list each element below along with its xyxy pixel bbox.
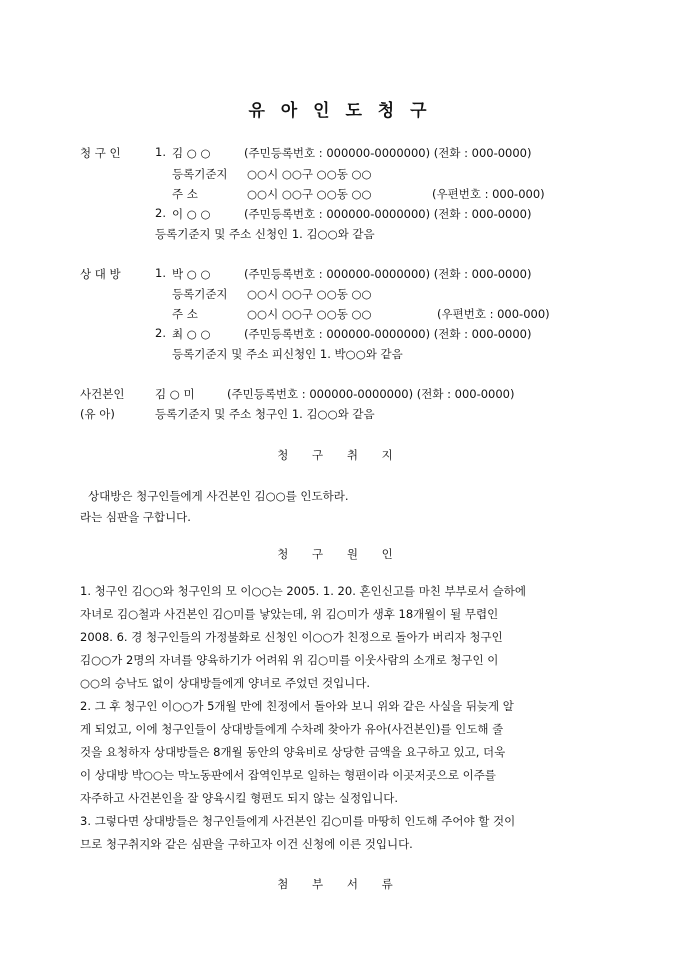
- respondent-1-address-label: 주 소: [172, 307, 198, 321]
- claimant-1-name: 김 ○ ○: [172, 146, 211, 160]
- respondent-1-name: 박 ○ ○: [172, 267, 211, 281]
- respondent-1-registry-label: 등록기준지: [172, 287, 228, 301]
- cause-item-3: [80, 810, 600, 856]
- respondent-2-same-as: 등록기준지 및 주소 피신청인 1. 박○○와 같음: [172, 347, 403, 361]
- claimant-1-ids: (주민등록번호 : 000000-0000000) (전화 : 000-0000): [244, 146, 532, 160]
- respondents-label: 상 대 방: [80, 267, 121, 281]
- claimant-1-address-value: ○○시 ○○구 ○○동 ○○: [247, 187, 372, 201]
- cause-item-2-line: 것을 요청하자 상대방들은 8개월 동안의 양육비로 상당한 금액을 요구하고 있고, 더욱: [80, 745, 506, 759]
- cause-item-2-line: 이 상대방 박○○는 막노동판에서 잡역인부로 일하는 형편이라 이곳저곳으로 이주를: [80, 768, 496, 782]
- respondent-1-address-value: ○○시 ○○구 ○○동 ○○: [247, 307, 372, 321]
- cause-item-3-line: 므로 청구취지와 같은 심판을 구하고자 이건 신청에 이른 것입니다.: [80, 837, 413, 851]
- claimant-2-number: 2.: [155, 206, 166, 220]
- purpose-line-1: 상대방은 청구인들에게 사건본인 김○○를 인도하라.: [88, 489, 349, 503]
- claimant-1-postal: (우편번호 : 000-000): [432, 187, 545, 201]
- respondent-1-registry-value: ○○시 ○○구 ○○동 ○○: [247, 287, 372, 301]
- claimant-1-registry-value: ○○시 ○○구 ○○동 ○○: [247, 167, 372, 181]
- respondent-1-number: 1.: [155, 266, 166, 280]
- respondent-1-ids: (주민등록번호 : 000000-0000000) (전화 : 000-0000): [244, 267, 532, 281]
- respondent-2-name: 최 ○ ○: [172, 327, 211, 341]
- cause-item-2-line: 게 되었고, 이에 청구인들이 상대방들에게 수차례 찾아가 유아(사건본인)를 인도해 줄: [80, 722, 504, 736]
- purpose-line-2: 라는 심판을 구합니다.: [80, 510, 191, 524]
- subject-ids: (주민등록번호 : 000000-0000000) (전화 : 000-0000): [227, 387, 515, 401]
- attachments-heading: 첨 부 서 류: [277, 877, 403, 891]
- claimant-2-same-as: 등록기준지 및 주소 신청인 1. 김○○와 같음: [155, 227, 375, 241]
- subject-label-child: (유 아): [80, 407, 115, 421]
- cause-item-1-line: 자녀로 김○철과 사건본인 김○미를 낳았는데, 위 김○미가 생후 18개월이 될 무렵인: [80, 607, 499, 621]
- cause-heading: 청 구 원 인: [277, 547, 403, 561]
- cause-item-2-line: 2. 그 후 청구인 이○○가 5개월 만에 친정에서 돌아와 보니 위와 같은 사실을 뒤늦게 알: [80, 699, 514, 713]
- subject-name: 김 ○ 미: [155, 387, 195, 401]
- cause-item-1-line: 1. 청구인 김○○와 청구인의 모 이○○는 2005. 1. 20. 혼인신고를 마친 부부로서 슬하에: [80, 584, 526, 598]
- cause-item-3-line: 3. 그렇다면 상대방들은 청구인들에게 사건본인 김○미를 마땅히 인도해 주어야 할 것이: [80, 814, 516, 828]
- respondent-2-number: 2.: [155, 326, 166, 340]
- cause-item-2: [80, 695, 600, 810]
- cause-item-1-line: 2008. 6. 경 청구인들의 가정불화로 신청인 이○○가 친정으로 돌아가 버리자 청구인: [80, 630, 503, 644]
- respondent-2-ids: (주민등록번호 : 000000-0000000) (전화 : 000-0000): [244, 327, 532, 341]
- claimant-1-address-label: 주 소: [172, 187, 198, 201]
- respondent-1-postal: (우편번호 : 000-000): [437, 307, 550, 321]
- claimant-1-registry-label: 등록기준지: [172, 167, 228, 181]
- cause-item-2-line: 자주하고 사건본인을 잘 양육시킬 형편도 되지 않는 실정입니다.: [80, 791, 399, 805]
- cause-item-1-line: ○○의 승낙도 없이 상대방들에게 양녀로 주었던 것입니다.: [80, 676, 371, 690]
- cause-item-1: [80, 580, 600, 695]
- document-title: 유 아 인 도 청 구: [248, 101, 432, 121]
- claimant-2-name: 이 ○ ○: [172, 207, 211, 221]
- cause-item-1-line: 김○○가 2명의 자녀를 양육하기가 어려워 위 김○미를 이웃사람의 소개로 청구인 이: [80, 653, 499, 667]
- subject-same-as: 등록기준지 및 주소 청구인 1. 김○○와 같음: [155, 407, 375, 421]
- claimant-2-ids: (주민등록번호 : 000000-0000000) (전화 : 000-0000): [244, 207, 532, 221]
- subject-label: 사건본인: [80, 387, 125, 401]
- purpose-heading: 청 구 취 지: [277, 448, 403, 462]
- claimants-label: 청 구 인: [80, 146, 121, 160]
- claimant-1-number: 1.: [155, 145, 166, 159]
